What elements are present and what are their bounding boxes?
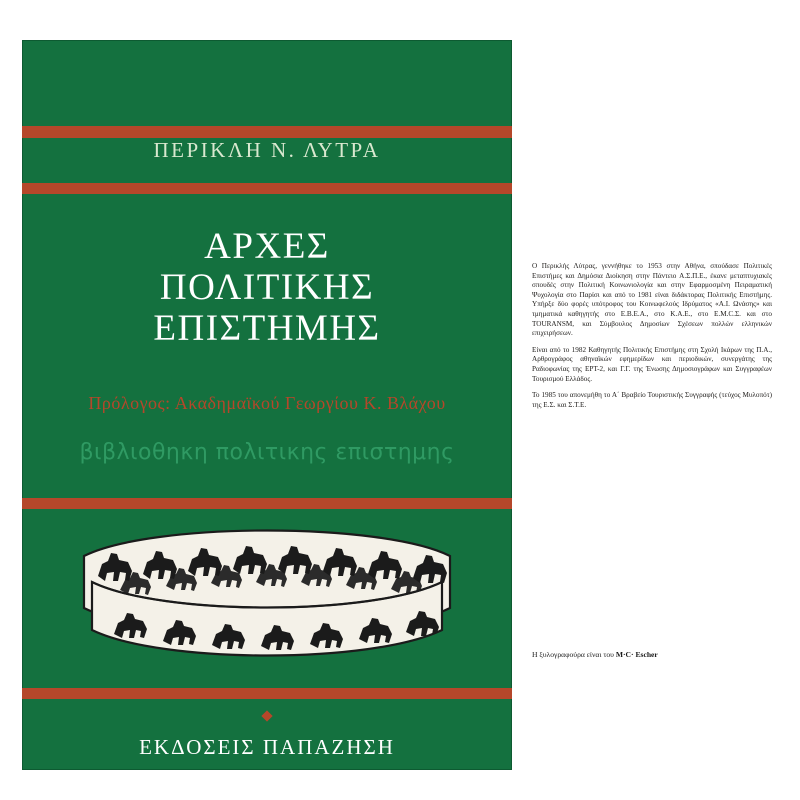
escher-horsemen-illustration xyxy=(62,512,472,680)
back-cover-blurb xyxy=(532,262,772,672)
title-line-3: ΕΠΙΣΤΗΜΗΣ xyxy=(153,308,381,349)
divider-rule-bottom xyxy=(22,688,512,699)
title-line-2: ΠΟΛΙΤΙΚΗΣ xyxy=(159,267,375,308)
series-name: βιβλιοθηκη πολιτικης επιστημης xyxy=(79,440,455,465)
publisher-name: ΕΚΔΟΣΕΙΣ ΠΑΠΑΖΗΣΗ xyxy=(139,735,395,759)
divider-rule-middle xyxy=(22,498,512,509)
illustration-credit-prefix: Η ξυλογραφούρα είναι του xyxy=(532,650,616,659)
blurb-paragraph: Το 1985 του απονεμήθη το Α΄ Βραβείο Τουριστικής Συγγραφής (τεύχος Μυλοπότ) της Ε.Σ. και Σ.Τ.Ε. xyxy=(532,391,772,409)
blurb-paragraph: Είναι από το 1982 Καθηγητής Πολιτικής Επιστήμης στη Σχολή Ικάρων της Π.Α., Αρθρογράφος αθηναϊκών εφημερίδων και περιοδικών, συνεργάτης της Ραδιοφωνίας της ΕΡΤ-2, και Γ.Γ. της Ένωσης Δημοσιογράφων και Συγγραφέων Τουρισμού Ελλάδος. xyxy=(532,345,772,383)
page-title xyxy=(22,226,512,349)
book-cover xyxy=(22,40,512,770)
title-line-1: ΑΡΧΕΣ xyxy=(204,226,330,267)
divider-rule-top xyxy=(22,126,512,138)
preface-credit: Πρόλογος: Ακαδημαϊκού Γεωργίου Κ. Βλάχου xyxy=(88,393,446,413)
illustration-credit xyxy=(532,650,772,659)
divider-rule-under-author xyxy=(22,183,512,194)
blurb-paragraph: Ο Περικλής Λύτρας, γεννήθηκε το 1953 στην Αθήνα, σπούδασε Πολιτικές Επιστήμες και Δημόσια Διοίκηση στην Πάντειο Α.Σ.Π.Ε., έκανε μεταπτυχιακές σπουδές στην Πολιτική Κοινωνιολογία και στην Εφαρμοσμένη Πειραματική Ψυχολογία στο Παρίσι και από το 1981 είναι διδάκτορας Πολιτικής Επιστήμης. Υπήρξε δύο φορές υπότροφος του Κοινωφελούς Ιδρύματος «Α.Ι. Ωνάσης» και τμηματικά καθηγητής στο Ε.Β.Ε.Α., στο Κ.Α.Ε., στο Ε.Μ.С.Σ. και στο TOURANSM, και Σύμβουλος Δημοσίων Σχέσεων πολλών ελληνικών επιχειρήσεων. xyxy=(532,262,772,338)
author-name: ΠΕΡΙΚΛΗ Ν. ΛΥΤΡΑ xyxy=(153,138,381,162)
diamond-ornament xyxy=(261,710,272,721)
blurb-text xyxy=(532,262,772,410)
illustration-credit-artist: M·C· Escher xyxy=(615,650,658,659)
